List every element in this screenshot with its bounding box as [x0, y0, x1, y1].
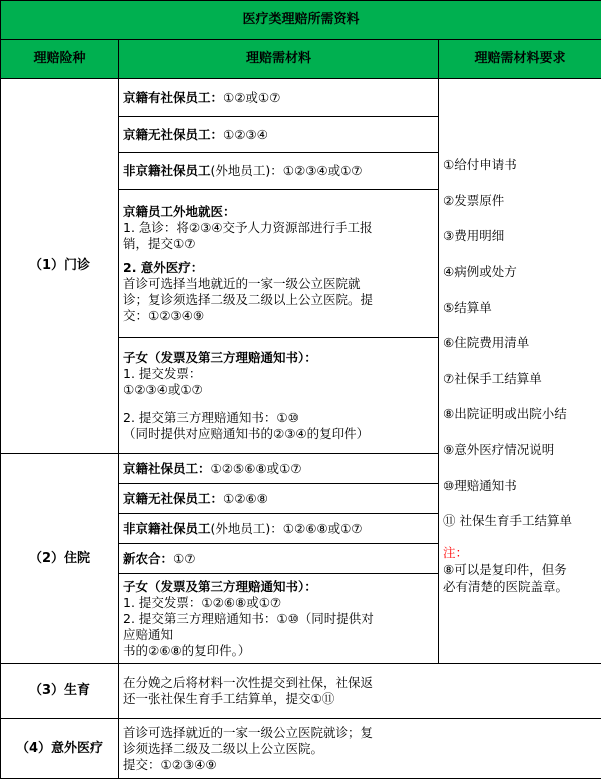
note-line-1: ⑧可以是复印件，但务 — [443, 561, 567, 577]
note-line-2: 必有清楚的医院盖章。 — [443, 578, 569, 594]
row-line: 2. 提交第三方理赔通知书：①⑩ — [123, 409, 299, 425]
maternity-materials — [119, 664, 601, 719]
row-label: 非京籍社保员工 — [123, 520, 211, 536]
row-value: ①②⑥⑧ — [223, 490, 268, 506]
row-line: 应赔通知 — [123, 626, 174, 642]
requirements-list — [439, 79, 601, 664]
req-item-3: ③费用明细 — [443, 228, 505, 244]
inpatient-beijing-uninsured — [119, 484, 439, 514]
row-line: 2. 提交第三方理赔通知书：①⑩（同时提供对 — [123, 610, 374, 626]
req-item-1: ①给付申请书 — [443, 157, 517, 173]
accident-materials — [119, 719, 601, 779]
row-line: 销，提交①⑦ — [123, 235, 196, 251]
req-item-5: ⑤结算单 — [443, 299, 492, 315]
req-item-9: ⑨意外医疗情况说明 — [443, 441, 555, 457]
outpatient-beijing-insured — [119, 79, 439, 117]
row-line: 诊须选择二级及二级以上公立医院。 — [123, 740, 324, 756]
note-label: 注： — [443, 544, 469, 560]
row-label: 子女（发票及第三方理赔通知书）： — [123, 349, 317, 365]
row-line: 诊；复诊须选择二级及二级以上公立医院。提 — [123, 291, 374, 307]
row-line: （同时提供对应赔通知书的②③④的复印件） — [123, 425, 370, 441]
row-note: (外地员工) — [210, 520, 271, 536]
row-value: ：①②⑥⑧或①⑦ — [270, 520, 363, 536]
row-label: 子女（发票及第三方理赔通知书）： — [123, 578, 317, 594]
row-value: ：①②③④或①⑦ — [270, 163, 363, 178]
row-line: 首诊可选择当地就近的一家一级公立医院就 — [123, 275, 361, 291]
row-line: 1. 急诊：将②③④交予人力资源部进行手工报 — [123, 219, 373, 235]
row-line: 提交：①②③④⑨ — [123, 756, 217, 772]
row-label: 京籍社保员工： — [123, 460, 211, 476]
row-label: 非京籍社保员工 — [123, 163, 211, 178]
row-label: 京籍无社保员工： — [123, 126, 224, 142]
req-item-4: ④病例或处方 — [443, 264, 517, 280]
row-value: ①②⑤⑥⑧或①⑦ — [210, 460, 302, 476]
req-item-10: ⑩理赔通知书 — [443, 477, 517, 493]
spacer — [123, 252, 434, 260]
row-label: 京籍有社保员工： — [123, 89, 224, 105]
req-item-7: ⑦社保手工结算单 — [443, 370, 542, 386]
outpatient-children — [119, 338, 439, 454]
table-title: 医疗类理赔所需资料 — [1, 1, 601, 40]
header-claim-type: 理赔险种 — [1, 40, 119, 79]
inpatient-nonbeijing-insured — [119, 514, 439, 544]
req-item-11: ⑪ 社保生育手工结算单 — [443, 513, 572, 529]
inpatient-beijing-insured — [119, 454, 439, 484]
category-outpatient: （1）门诊 — [1, 79, 119, 454]
row-line: 首诊可选择就近的一家一级公立医院就诊；复 — [123, 724, 374, 740]
row-line: 1. 提交发票： — [123, 365, 202, 381]
row-value: ①⑦ — [173, 550, 196, 566]
category-inpatient: （2）住院 — [1, 454, 119, 664]
outpatient-nonbeijing-insured — [119, 153, 439, 190]
inpatient-children — [119, 574, 439, 664]
row-value: ①②③④ — [223, 126, 268, 142]
row-line: ①②③④或①⑦ — [123, 381, 203, 397]
req-item-2: ②发票原件 — [443, 192, 505, 208]
row-note: (外地员工) — [210, 163, 271, 178]
header-materials: 理赔需材料 — [119, 40, 439, 79]
row-line: 还一张社保生育手工结算单，提交①⑪ — [123, 691, 335, 706]
row-line: 书的②⑥⑧的复印件。） — [123, 642, 251, 658]
outpatient-beijing-uninsured — [119, 117, 439, 153]
row-value: ①②或①⑦ — [223, 89, 281, 105]
req-item-6: ⑥住院费用清单 — [443, 335, 530, 351]
row-line: 2. 意外医疗： — [123, 259, 204, 275]
row-label: 京籍员工外地就医： — [123, 203, 236, 219]
outpatient-offsite-treatment — [119, 190, 439, 338]
category-accident: （4）意外医疗 — [1, 719, 119, 779]
header-requirements: 理赔需材料要求 — [439, 40, 601, 79]
row-label: 新农合： — [123, 550, 174, 566]
category-maternity: （3）生育 — [1, 664, 119, 719]
req-item-8: ⑧出院证明或出院小结 — [443, 406, 567, 422]
row-label: 京籍无社保员工： — [123, 490, 224, 506]
spacer — [123, 398, 434, 410]
row-line: 交：①②③④⑨ — [123, 307, 205, 323]
row-line: 在分娩之后将材料一次性提交到社保，社保返 — [123, 675, 374, 690]
row-line: 1. 提交发票：①②⑥⑧或①⑦ — [123, 594, 282, 610]
inpatient-rural-coop — [119, 544, 439, 574]
